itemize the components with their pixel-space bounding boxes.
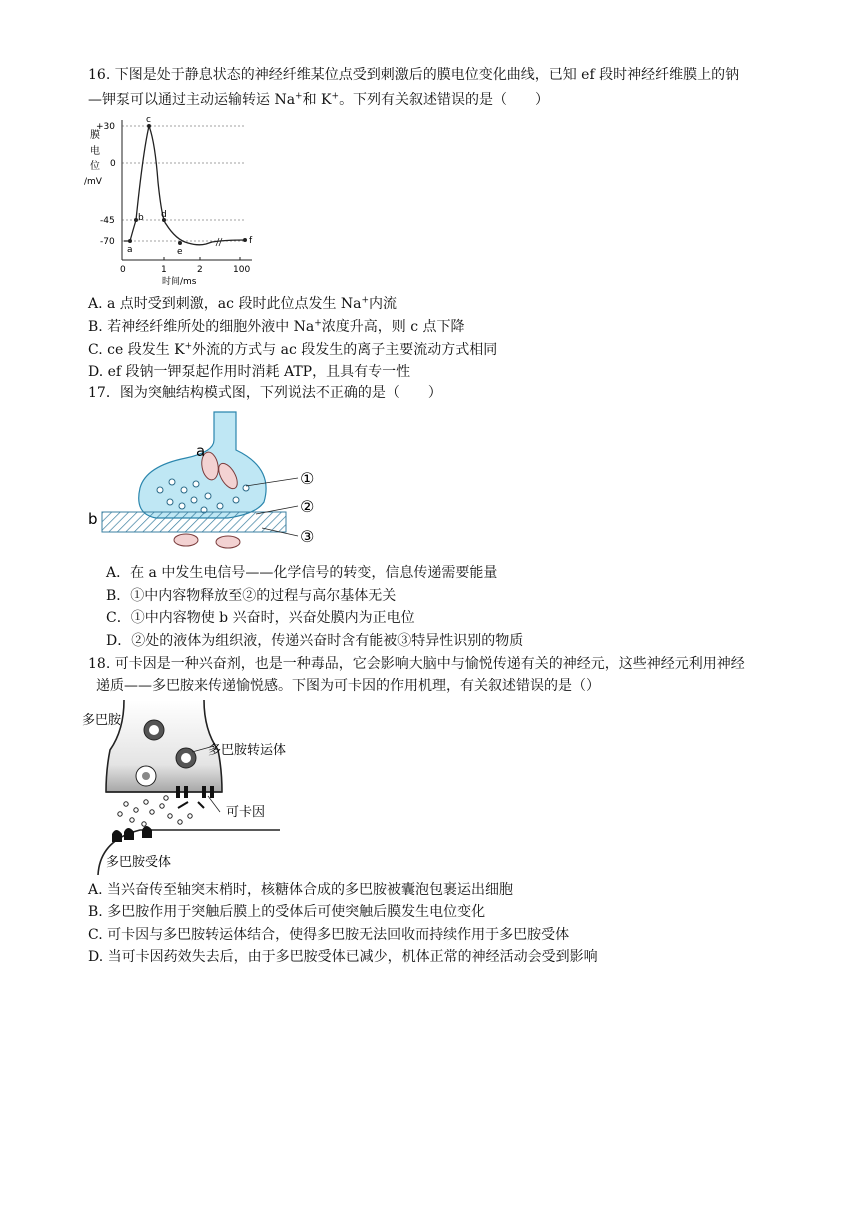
dopamine-transporter [210, 786, 214, 798]
q16-option-b [88, 316, 465, 338]
q16-stem-line2 [88, 89, 549, 111]
leader-line-cocaine [208, 796, 220, 812]
point-a-dot [128, 239, 132, 243]
sup-plus: + [314, 318, 322, 329]
q17-stem: 17．图为突触结构模式图，下列说法不正确的是（ ） [88, 385, 442, 401]
ylabel-char: 膜 [90, 130, 100, 141]
option-text: 外流的方式与 ac 段发生的离子主要流动方式相同 [192, 342, 498, 358]
x-tick: 1 [161, 265, 167, 275]
point-b-label: b [138, 213, 144, 223]
label-b: b [88, 510, 98, 528]
label-circle-3: ③ [300, 527, 315, 546]
option-text: B. 若神经纤维所处的细胞外液中 Na [88, 319, 315, 335]
q16-stem-part-a: —钾泵可以通过主动运输转运 Na [88, 92, 296, 108]
q18-option-a: A. 当兴奋传至轴突末梢时，核糖体合成的多巴胺被囊泡包裹运出细胞 [88, 882, 514, 898]
dopamine-receptor [112, 830, 122, 842]
cocaine-molecule [178, 802, 188, 808]
dopamine-vesicle [144, 720, 164, 740]
sup-plus: + [295, 91, 303, 102]
label-circle-1: ① [300, 469, 315, 488]
dopamine-transporter [176, 786, 180, 798]
x-axis-label: 时间/ms [162, 277, 197, 287]
dopamine-receptor [142, 826, 152, 838]
dopamine-vesicle [136, 766, 156, 786]
sup-plus: + [331, 91, 340, 102]
option-text: C. ce 段发生 K [88, 342, 185, 358]
presynaptic-terminal [106, 700, 222, 792]
q16-option-c [88, 339, 497, 361]
x-tick: 100 [233, 265, 251, 275]
q16-stem-part-c: 。下列有关叙述错误的是（ ） [339, 92, 550, 108]
dopamine-vesicle [176, 748, 196, 768]
label-cocaine: 可卡因 [226, 805, 266, 820]
sup-plus: + [184, 341, 193, 352]
synapse-structure-figure [86, 410, 346, 560]
point-d-label: d [161, 210, 167, 220]
x-tick: 0 [120, 265, 126, 275]
ylabel-char: 电 [90, 146, 100, 157]
x-tick: 2 [197, 265, 203, 275]
dopamine-molecules [118, 796, 192, 826]
point-a-label: a [127, 245, 133, 255]
q17-option-c: C．①中内容物使 b 兴奋时，兴奋处膜内为正电位 [106, 610, 415, 626]
dopamine-receptor [124, 828, 134, 840]
option-text: D. ef 段钠一钾泵起作用时消耗 ATP，且具有专一性 [88, 364, 411, 380]
y-tick: +30 [96, 122, 115, 132]
point-f-label: f [249, 236, 253, 246]
membrane-potential-figure [80, 112, 270, 292]
dopamine-transporter [202, 786, 206, 798]
y-tick: -45 [100, 216, 115, 226]
postsynaptic-mitochondrion [174, 534, 198, 546]
q18-option-d: D. 当可卡因药效失去后，由于多巴胺受体已减少，机体正常的神经活动会受到影响 [88, 949, 598, 965]
q18-option-c: C. 可卡因与多巴胺转运体结合，使得多巴胺无法回收而持续作用于多巴胺受体 [88, 927, 570, 943]
ylabel-char: 位 [90, 161, 100, 172]
q18-stem-line2: 递质——多巴胺来传递愉悦感。下图为可卡因的作用机理，有关叙述错误的是（） [96, 678, 600, 694]
cocaine-mechanism-figure [80, 700, 310, 875]
q18-stem-line1: 18. 可卡因是一种兴奋剂，也是一种毒品，它会影响大脑中与愉悦传递有关的神经元，这些神经元利用神经 [88, 656, 745, 672]
option-text: A. a 点时受到刺激，ac 段时此位点发生 Na [88, 296, 362, 312]
dopamine-transporter [184, 786, 188, 798]
label-dopamine: 多巴胺 [82, 713, 122, 728]
q18-option-b: B. 多巴胺作用于突触后膜上的受体后可使突触后膜发生电位变化 [88, 904, 486, 920]
point-f-dot [243, 238, 247, 242]
sup-plus: + [361, 295, 370, 306]
q16-stem-part-b: 和 K [302, 92, 332, 108]
option-text: 内流 [369, 296, 398, 312]
axis-break-mark [219, 238, 222, 246]
label-transporter: 多巴胺转运体 [208, 743, 287, 758]
point-e-dot [178, 241, 182, 245]
ylabel-unit: /mV [84, 177, 102, 187]
label-a: a [196, 442, 206, 460]
point-c-label: c [146, 115, 151, 125]
q17-option-a: A．在 a 中发生电信号——化学信号的转变，信息传递需要能量 [106, 565, 498, 581]
option-text: 浓度升高，则 c 点下降 [321, 319, 465, 335]
q17-option-b: B．①中内容物释放至②的过程与高尔基体无关 [106, 588, 397, 604]
y-tick: 0 [110, 159, 116, 169]
label-circle-2: ② [300, 497, 315, 516]
postsynaptic-mitochondrion [216, 536, 240, 548]
q16-option-d [88, 361, 410, 383]
q17-option-d: D．②处的液体为组织液，传递兴奋时含有能被③特异性识别的物质 [106, 633, 524, 649]
point-e-label: e [177, 247, 183, 257]
y-tick: -70 [100, 237, 115, 247]
q16-stem-line1: 16. 下图是处于静息状态的神经纤维某位点受到刺激后的膜电位变化曲线，已知 ef 段时神经纤维膜上的钠 [88, 67, 740, 83]
label-receptor: 多巴胺受体 [106, 855, 172, 870]
action-potential-curve [124, 126, 245, 245]
q16-option-a [88, 293, 397, 315]
cocaine-molecule [198, 802, 204, 808]
